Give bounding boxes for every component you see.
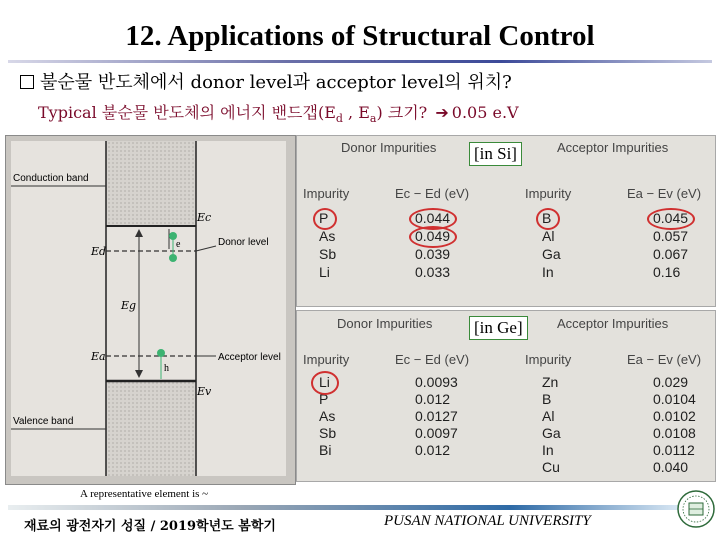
subline-suffix: ) 크기? <box>376 103 428 122</box>
si-acceptor-val-3: 0.16 <box>653 264 681 280</box>
si-acceptor-val-2: 0.067 <box>653 246 689 262</box>
si-acceptor-val-0: 0.045 <box>653 210 689 226</box>
si-donor-col2: Ec − Ed (eV) <box>395 186 470 201</box>
si-acceptor-el-1: Al <box>542 228 555 244</box>
title-divider <box>8 60 712 63</box>
ge-donor-val-4: 0.012 <box>415 442 451 458</box>
ev-label: Ev <box>197 385 212 398</box>
ge-donor-col1: Impurity <box>303 352 350 367</box>
ge-acceptor-header: Acceptor Impurities <box>557 316 669 331</box>
right-arrow-icon: ➔ <box>435 103 449 122</box>
donor-level-leader <box>196 246 216 251</box>
ge-donor-col2: Ec − Ed (eV) <box>395 352 470 367</box>
donor-level-label: Donor level <box>218 237 269 248</box>
si-acceptor-header: Acceptor Impurities <box>557 140 669 155</box>
ed-label: Ed <box>91 245 107 258</box>
ge-acceptor-val-4: 0.0112 <box>653 442 695 458</box>
subline-mid: , E <box>342 103 370 122</box>
ge-donor-el-3: Sb <box>319 425 337 441</box>
footer-divider <box>8 505 678 510</box>
eg-label: Eg <box>121 299 137 312</box>
si-donor-el-2: Sb <box>319 246 337 262</box>
si-donor-el-1: As <box>319 228 336 244</box>
checkbox-bullet-icon <box>20 75 34 89</box>
ge-acceptor-val-2: 0.0102 <box>653 408 696 424</box>
ge-acceptor-val-3: 0.0108 <box>653 425 696 441</box>
si-as-value-highlight-circle <box>409 226 457 248</box>
question-text: 불순물 반도체에서 donor level과 acceptor level의 위치? <box>40 72 512 93</box>
ge-li-highlight-circle <box>311 371 339 395</box>
valence-band-label: Valence band <box>13 416 74 427</box>
si-acceptor-el-3: In <box>542 264 554 280</box>
ge-acceptor-el-2: Al <box>542 408 555 424</box>
si-donor-header: Donor Impurities <box>341 140 437 155</box>
ge-acceptor-val-5: 0.040 <box>653 459 689 475</box>
subline-sub-d: d <box>335 112 343 126</box>
hole-label: h <box>164 363 169 374</box>
si-tag: [in Si] <box>469 142 522 166</box>
ge-donor-el-2: As <box>319 408 336 424</box>
ge-donor-el-0: Li <box>319 374 330 390</box>
valence-band-region <box>106 381 196 476</box>
si-donor-val-2: 0.039 <box>415 246 451 262</box>
ge-tag: [in Ge] <box>469 316 528 340</box>
si-donor-val-1: 0.049 <box>415 228 451 244</box>
electron-label: e <box>176 239 181 250</box>
footer-course: 재료의 광전자기 성질 / 2019학년도 봄학기 <box>24 519 276 534</box>
ea-label: Ea <box>91 350 106 363</box>
band-diagram-figure <box>11 141 286 476</box>
si-donor-el-0: P <box>319 210 329 226</box>
ge-impurity-table <box>296 310 716 482</box>
ge-acceptor-col2: Ea − Ev (eV) <box>627 352 702 367</box>
subline-prefix: Typical 불순물 반도체의 에너지 밴드갭(E <box>38 103 336 122</box>
ge-acceptor-col1: Impurity <box>525 352 572 367</box>
ge-acceptor-el-1: B <box>542 391 552 407</box>
subline-answer: 0.05 e.V <box>451 103 519 122</box>
ge-acceptor-el-3: Ga <box>542 425 561 441</box>
si-acceptor-val-1: 0.057 <box>653 228 689 244</box>
band-diagram-svg <box>11 141 286 476</box>
conduction-band-region <box>106 141 196 226</box>
si-acceptor-el-0: B <box>542 210 552 226</box>
subline-sub-a: a <box>369 112 377 126</box>
si-p-highlight-circle <box>313 208 337 230</box>
ge-donor-header: Donor Impurities <box>337 316 433 331</box>
ge-donor-val-0: 0.0093 <box>415 374 458 390</box>
si-donor-col1: Impurity <box>303 186 350 201</box>
ge-donor-val-3: 0.0097 <box>415 425 458 441</box>
hole-dot <box>157 349 165 357</box>
ge-donor-el-4: Bi <box>319 442 332 458</box>
university-seal-icon <box>676 489 716 529</box>
caption: A representative element is ~ <box>80 488 209 500</box>
si-donor-val-0: 0.044 <box>415 210 451 226</box>
ge-acceptor-el-5: Cu <box>542 459 560 475</box>
ec-label: Ec <box>197 211 212 224</box>
ge-acceptor-val-0: 0.029 <box>653 374 689 390</box>
donor-dot <box>169 254 177 262</box>
ge-donor-val-2: 0.0127 <box>415 408 458 424</box>
si-b-highlight-circle <box>536 208 560 230</box>
subquestion <box>38 100 519 125</box>
si-acceptor-el-2: Ga <box>542 246 561 262</box>
ge-acceptor-el-0: Zn <box>542 374 559 390</box>
si-impurity-table <box>296 135 716 307</box>
si-donor-val-3: 0.033 <box>415 264 451 280</box>
footer-university: PUSAN NATIONAL UNIVERSITY <box>384 513 591 529</box>
si-b-value-highlight-circle <box>647 208 695 230</box>
question-bullet <box>20 68 512 94</box>
ge-acceptor-el-4: In <box>542 442 554 458</box>
conduction-band-label: Conduction band <box>13 173 89 184</box>
band-diagram-panel <box>5 135 296 485</box>
si-acceptor-col2: Ea − Ev (eV) <box>627 186 702 201</box>
ge-donor-val-1: 0.012 <box>415 391 451 407</box>
slide-title: 12. Applications of Structural Control <box>125 20 595 52</box>
acceptor-level-label: Acceptor level <box>218 352 281 363</box>
ge-acceptor-val-1: 0.0104 <box>653 391 696 407</box>
si-acceptor-col1: Impurity <box>525 186 572 201</box>
ge-donor-el-1: P <box>319 391 329 407</box>
si-donor-el-3: Li <box>319 264 330 280</box>
